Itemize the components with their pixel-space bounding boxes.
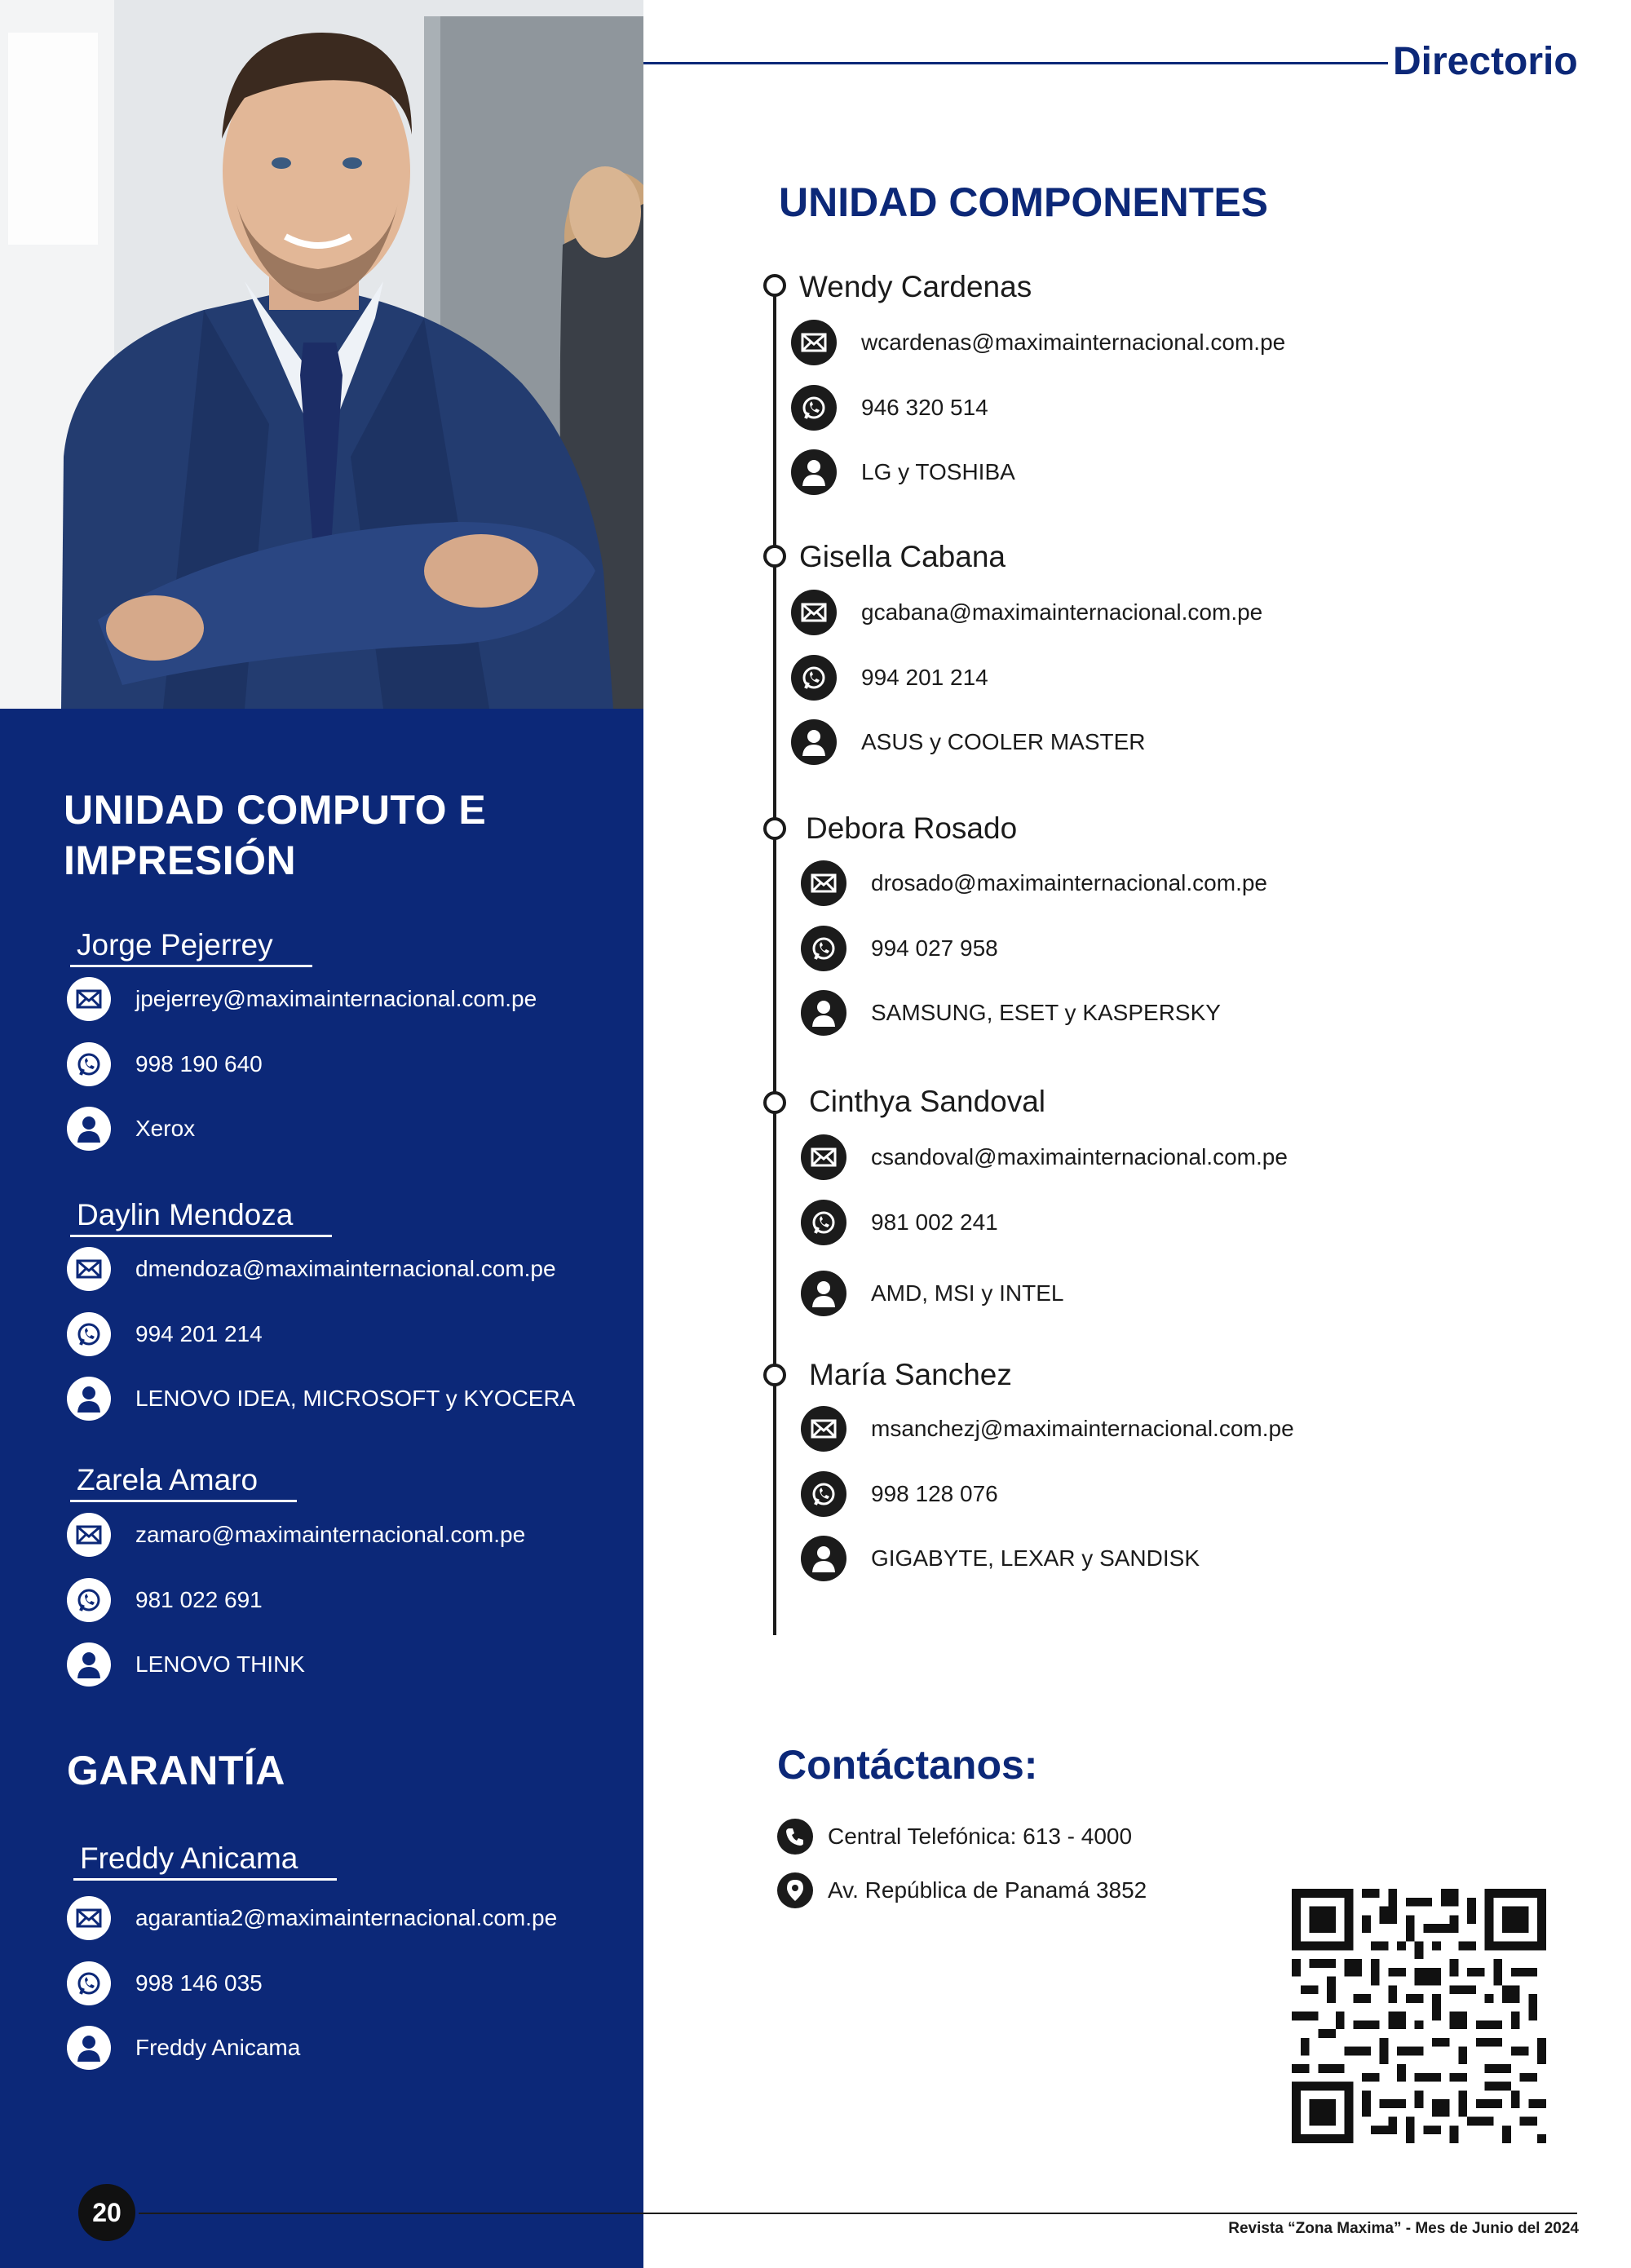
brands-row <box>801 990 1221 1036</box>
email-row[interactable] <box>801 860 1267 906</box>
central-phone-text[interactable]: Central Telefónica: 613 - 4000 <box>828 1824 1133 1849</box>
whatsapp-icon <box>67 1312 111 1356</box>
brands-text: LENOVO IDEA, MICROSOFT y KYOCERA <box>135 1386 576 1411</box>
email-row[interactable] <box>67 1513 525 1557</box>
phone-text[interactable]: 981 022 691 <box>135 1587 263 1612</box>
email-text[interactable]: zamaro@maximainternacional.com.pe <box>135 1522 526 1547</box>
whatsapp-icon <box>791 385 837 431</box>
footer-credit: Revista “Zona Maxima” - Mes de Junio del 2024 <box>1228 2220 1579 2237</box>
brands-row <box>801 1536 1200 1581</box>
contact-name: Jorge Pejerrey <box>70 927 312 967</box>
businessman-photo <box>0 0 643 709</box>
user-icon <box>67 1377 111 1421</box>
phone-row[interactable] <box>67 1961 263 2005</box>
brands-row <box>801 1271 1063 1316</box>
brands-row <box>67 1642 305 1687</box>
address-row <box>777 1872 1147 1908</box>
contact-name: Cinthya Sandoval <box>809 1085 1046 1118</box>
phone-text[interactable]: 998 190 640 <box>135 1051 263 1077</box>
brands-row <box>67 1377 575 1421</box>
email-row[interactable] <box>67 977 537 1021</box>
phone-text[interactable]: 981 002 241 <box>871 1209 998 1235</box>
email-text[interactable]: jpejerrey@maximainternacional.com.pe <box>135 986 537 1011</box>
brands-row <box>67 2026 300 2070</box>
phone-text[interactable]: 998 146 035 <box>135 1970 263 1996</box>
brands-row <box>791 449 1015 495</box>
address-text: Av. República de Panamá 3852 <box>828 1877 1147 1903</box>
left-panel <box>0 0 643 2268</box>
timeline-dot <box>763 1091 786 1114</box>
email-row[interactable] <box>801 1134 1288 1180</box>
contact-name: Gisella Cabana <box>799 540 1006 573</box>
page-number: 20 <box>78 2184 135 2241</box>
computo-section-title <box>64 785 486 886</box>
envelope-icon <box>801 1134 846 1180</box>
email-row[interactable] <box>791 320 1285 365</box>
brands-text: Xerox <box>135 1116 196 1141</box>
timeline-dot <box>763 545 786 568</box>
phone-text[interactable]: 994 027 958 <box>871 935 998 961</box>
user-icon <box>801 990 846 1036</box>
phone-row[interactable] <box>801 1471 998 1517</box>
whatsapp-icon <box>67 1042 111 1086</box>
timeline-dot <box>763 274 786 297</box>
envelope-icon <box>791 320 837 365</box>
envelope-icon <box>67 1247 111 1291</box>
contact-name: Freddy Anicama <box>73 1841 337 1881</box>
email-text[interactable]: agarantia2@maximainternacional.com.pe <box>135 1905 558 1930</box>
envelope-icon <box>791 590 837 635</box>
envelope-icon <box>801 860 846 906</box>
user-icon <box>67 1107 111 1151</box>
envelope-icon <box>67 1513 111 1557</box>
brands-text: LG y TOSHIBA <box>861 459 1015 484</box>
phone-row[interactable] <box>67 1578 263 1622</box>
brands-text: AMD, MSI y INTEL <box>871 1280 1064 1306</box>
brands-text: ASUS y COOLER MASTER <box>861 729 1146 754</box>
email-row[interactable] <box>801 1406 1294 1452</box>
email-text[interactable]: msanchezj@maximainternacional.com.pe <box>871 1416 1294 1441</box>
phone-row[interactable] <box>791 655 988 701</box>
email-text[interactable]: wcardenas@maximainternacional.com.pe <box>861 329 1286 355</box>
email-text[interactable]: gcabana@maximainternacional.com.pe <box>861 599 1263 625</box>
envelope-icon <box>801 1406 846 1452</box>
garantia-section-title: GARANTÍA <box>67 1748 285 1793</box>
computo-title-line2: IMPRESIÓN <box>64 838 297 883</box>
phone-text[interactable]: 998 128 076 <box>871 1481 998 1506</box>
brands-text: GIGABYTE, LEXAR y SANDISK <box>871 1545 1200 1571</box>
whatsapp-icon <box>791 655 837 701</box>
whatsapp-icon <box>67 1578 111 1622</box>
envelope-icon <box>67 1896 111 1940</box>
user-icon <box>791 449 837 495</box>
footer-rule <box>139 2213 1577 2214</box>
email-row[interactable] <box>791 590 1262 635</box>
timeline-dot <box>763 817 786 840</box>
whatsapp-icon <box>801 1471 846 1517</box>
brands-text: LENOVO THINK <box>135 1651 305 1677</box>
contact-name: Daylin Mendoza <box>70 1197 332 1237</box>
phone-icon <box>777 1819 813 1855</box>
user-icon <box>801 1271 846 1316</box>
phone-text[interactable]: 994 201 214 <box>135 1321 263 1346</box>
phone-text[interactable]: 946 320 514 <box>861 395 988 420</box>
phone-row[interactable] <box>801 926 998 971</box>
header-rule <box>643 62 1388 64</box>
user-icon <box>791 719 837 765</box>
contact-name: Zarela Amaro <box>70 1462 297 1502</box>
phone-row[interactable] <box>67 1042 263 1086</box>
contact-section-title: Contáctanos: <box>777 1742 1038 1788</box>
email-text[interactable]: csandoval@maximainternacional.com.pe <box>871 1144 1288 1169</box>
user-icon <box>801 1536 846 1581</box>
brands-text: Freddy Anicama <box>135 2035 301 2060</box>
contact-name: María Sanchez <box>809 1358 1012 1391</box>
email-row[interactable] <box>67 1247 556 1291</box>
brands-row <box>791 719 1146 765</box>
central-phone-row[interactable] <box>777 1819 1132 1855</box>
whatsapp-icon <box>801 926 846 971</box>
brands-row <box>67 1107 195 1151</box>
phone-row[interactable] <box>791 385 988 431</box>
email-text[interactable]: dmendoza@maximainternacional.com.pe <box>135 1256 556 1281</box>
whatsapp-icon <box>67 1961 111 2005</box>
user-icon <box>67 2026 111 2070</box>
email-row[interactable] <box>67 1896 557 1940</box>
timeline-line <box>773 285 776 1635</box>
envelope-icon <box>67 977 111 1021</box>
contact-name: Wendy Cardenas <box>799 270 1032 303</box>
whatsapp-icon <box>801 1200 846 1245</box>
contact-name: Debora Rosado <box>806 811 1018 845</box>
location-pin-icon <box>777 1872 813 1908</box>
phone-row[interactable] <box>801 1200 998 1245</box>
timeline-dot <box>763 1364 786 1386</box>
page-title: Directorio <box>1393 40 1578 83</box>
componentes-section-title: UNIDAD COMPONENTES <box>779 179 1269 225</box>
email-text[interactable]: drosado@maximainternacional.com.pe <box>871 870 1267 895</box>
phone-text[interactable]: 994 201 214 <box>861 665 988 690</box>
user-icon <box>67 1642 111 1687</box>
brands-text: SAMSUNG, ESET y KASPERSKY <box>871 1000 1221 1025</box>
computo-title-line1: UNIDAD COMPUTO E <box>64 787 487 833</box>
phone-row[interactable] <box>67 1312 263 1356</box>
qr-code[interactable] <box>1292 1889 1546 2143</box>
